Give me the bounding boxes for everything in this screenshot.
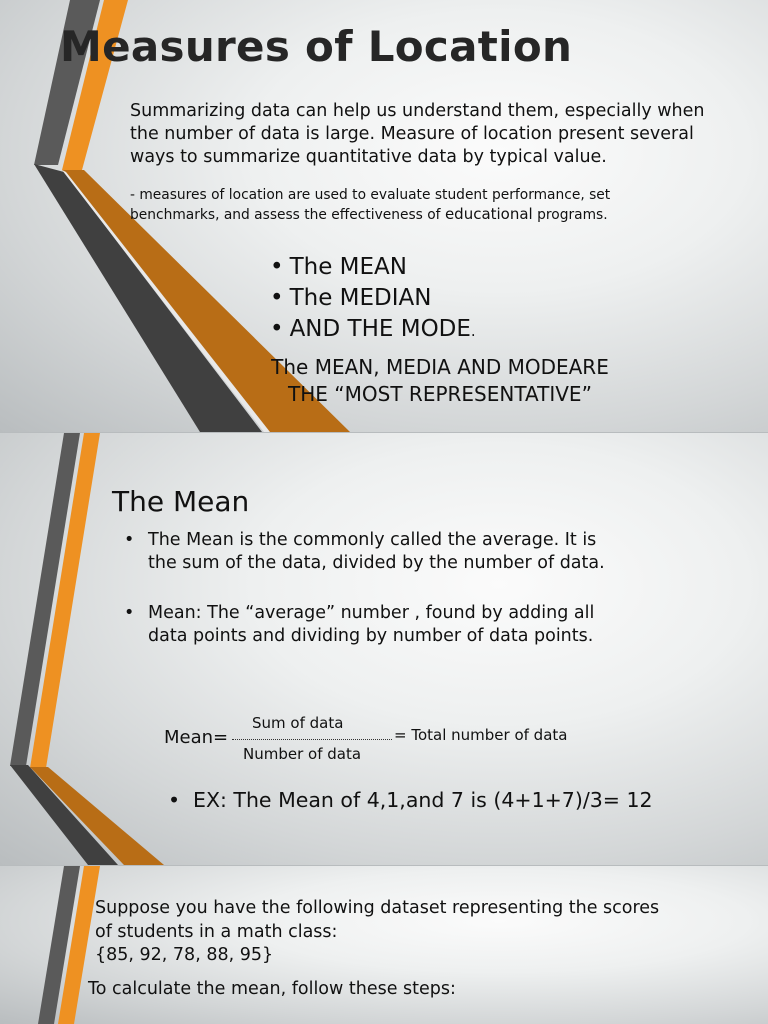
conclusion-line-2: THE “MOST REPRESENTATIVE” bbox=[288, 382, 592, 406]
definition-list bbox=[124, 529, 624, 648]
note-suffix: programs. bbox=[532, 207, 608, 223]
list-tail: . bbox=[470, 322, 476, 340]
list-item: • The Mean is the commonly called the average. It is the sum of the data, divided by the number of data. bbox=[124, 529, 624, 575]
list-item: • The MEDIAN bbox=[270, 283, 476, 314]
intro-paragraph: Summarizing data can help us understand them, especially when the number of data is large. Measure of location present several ways to summarize quantitative data by typical value. bbox=[130, 101, 705, 167]
measures-list bbox=[270, 252, 476, 347]
dataset-values: {85, 92, 78, 88, 95} bbox=[95, 945, 274, 965]
note-prefix: - measures of location are used to evaluate student performance, set benchmarks, and assess the effectiveness of bbox=[130, 187, 611, 223]
formula-numerator: Sum of data bbox=[252, 714, 344, 732]
note-paragraph bbox=[130, 186, 690, 225]
formula-label: Mean= bbox=[164, 727, 229, 748]
conclusion-line-1: The MEAN, MEDIA AND MODEARE bbox=[271, 355, 609, 379]
steps-intro: To calculate the mean, follow these steps: bbox=[88, 979, 456, 999]
slide-1 bbox=[0, 0, 768, 432]
conclusion-text bbox=[240, 354, 640, 408]
dataset-paragraph bbox=[95, 897, 675, 968]
dataset-intro: Suppose you have the following dataset representing the scores of students in a math class: bbox=[95, 898, 660, 942]
formula-denominator: Number of data bbox=[243, 745, 362, 763]
example-text: • EX: The Mean of 4,1,and 7 is (4+1+7)/3= 12 bbox=[168, 787, 713, 813]
list-item: • AND THE MODE. bbox=[270, 314, 476, 347]
list-item: • The MEAN bbox=[270, 252, 476, 283]
note-emphasis: educational bbox=[444, 205, 533, 223]
slide-3 bbox=[0, 866, 768, 1024]
formula-fraction-line bbox=[232, 739, 392, 740]
section-title: The Mean bbox=[112, 485, 250, 518]
page-title: Measures of Location bbox=[60, 22, 573, 71]
formula-result: = Total number of data bbox=[394, 726, 568, 744]
list-item: • Mean: The “average” number , found by adding all data points and dividing by number of data points. bbox=[124, 602, 624, 648]
slide-2 bbox=[0, 433, 768, 865]
